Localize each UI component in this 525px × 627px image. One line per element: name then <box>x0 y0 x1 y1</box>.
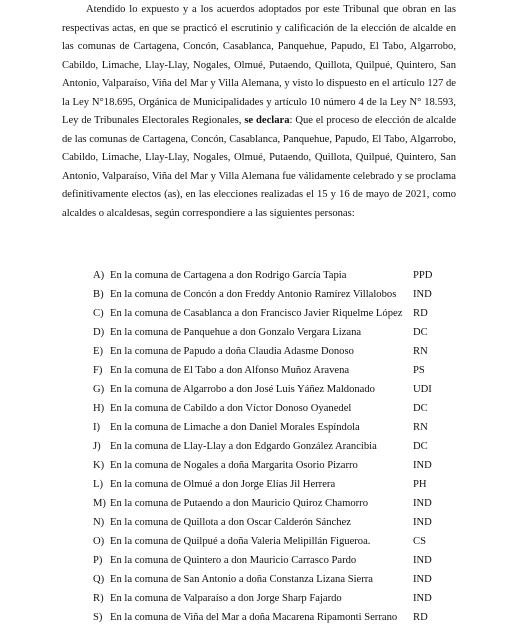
list-item <box>93 399 493 418</box>
list-item <box>93 342 493 361</box>
item-text: En la comuna de Nogales a doña Margarita Osorio Pizarro <box>110 460 358 471</box>
party-code: IND <box>413 289 432 300</box>
party-code: DC <box>413 327 428 338</box>
party-code: RN <box>413 346 428 357</box>
item-letter: K) <box>93 460 105 471</box>
list-item <box>93 456 493 475</box>
list-item <box>93 475 493 494</box>
list-item <box>93 494 493 513</box>
item-letter: C) <box>93 308 104 319</box>
paragraph-text-1: Atendido lo expuesto y a los acuerdos adoptados por este Tribunal que obran en las respectivas actas, en que se practicó el escrutinio y calificación de la elección de alcalde en las comunas de Cartagena, Concón, Casablanca, Panquehue, Papudo, El Tabo, Algarrobo, Cabildo, Limache, Llay-Llay, Nogales, Olmué, Putaendo, Quillota, Quilpué, Quintero, San Antonio, Valparaíso, Viña del Mar y Villa Alemana, y visto lo dispuesto en el artículo 127 de la Ley N°18.695, Orgánica de Municipalidades y artículo 10 número 4 de la Ley N° 18.593, Ley de Tribunales Electorales Regionales, <box>62 4 456 127</box>
item-text: En la comuna de Casablanca a don Francisco Javier Riquelme López <box>110 308 403 319</box>
party-code: DC <box>413 441 428 452</box>
list-item <box>93 437 493 456</box>
list-item <box>93 285 493 304</box>
item-letter: B) <box>93 289 104 300</box>
item-text: En la comuna de Cartagena a don Rodrigo García Tapia <box>110 270 347 281</box>
party-code: IND <box>413 593 432 604</box>
item-letter: J) <box>93 441 101 452</box>
party-code: IND <box>413 574 432 585</box>
item-text: En la comuna de Quillota a don Oscar Calderón Sánchez <box>110 517 351 528</box>
resolution-paragraph <box>62 1 456 224</box>
party-code: PH <box>413 479 427 490</box>
item-letter: R) <box>93 593 104 604</box>
item-text: En la comuna de Viña del Mar a doña Macarena Ripamonti Serrano <box>110 612 398 623</box>
list-item <box>93 570 493 589</box>
item-letter: I) <box>93 422 101 433</box>
item-text: En la comuna de Quintero a don Mauricio Carrasco Pardo <box>110 555 357 566</box>
item-text: En la comuna de Quilpué a doña Valeria Melipillán Figueroa. <box>110 536 371 547</box>
list-item <box>93 589 493 608</box>
list-item <box>93 304 493 323</box>
item-letter: N) <box>93 517 105 528</box>
item-text: En la comuna de El Tabo a don Alfonso Muñoz Aravena <box>110 365 350 376</box>
item-text: En la comuna de Algarrobo a don José Luis Yáñez Maldonado <box>110 384 375 395</box>
item-letter: L) <box>93 479 103 490</box>
party-code: IND <box>413 555 432 566</box>
item-letter: H) <box>93 403 105 414</box>
item-letter: D) <box>93 327 105 338</box>
item-letter: G) <box>93 384 105 395</box>
party-code: IND <box>413 498 432 509</box>
item-letter: E) <box>93 346 103 357</box>
list-item <box>93 532 493 551</box>
item-text: En la comuna de Cabildo a don Víctor Donoso Oyanedel <box>110 403 352 414</box>
item-text: En la comuna de Concón a don Freddy Antonio Ramírez Villalobos <box>110 289 397 300</box>
party-code: RN <box>413 422 428 433</box>
item-text: En la comuna de Panquehue a don Gonzalo Vergara Lizana <box>110 327 362 338</box>
list-item <box>93 608 493 627</box>
item-letter: S) <box>93 612 103 623</box>
party-code: DC <box>413 403 428 414</box>
item-text: En la comuna de Llay-Llay a don Edgardo González Arancibia <box>110 441 377 452</box>
party-code: IND <box>413 517 432 528</box>
list-item <box>93 380 493 399</box>
paragraph-bold-text: se declara <box>244 115 290 127</box>
party-code: IND <box>413 460 432 471</box>
party-code: PPD <box>413 270 433 281</box>
item-text: En la comuna de San Antonio a doña Constanza Lizana Sierra <box>110 574 373 585</box>
elected-mayors-list <box>93 266 493 627</box>
item-letter: O) <box>93 536 105 547</box>
item-text: En la comuna de Olmué a don Jorge Elías Jil Herrera <box>110 479 336 490</box>
party-code: RD <box>413 612 428 623</box>
item-text: En la comuna de Papudo a doña Claudia Adasme Donoso <box>110 346 354 357</box>
item-text: En la comuna de Limache a don Daniel Morales Espíndola <box>110 422 360 433</box>
list-item <box>93 418 493 437</box>
item-text: En la comuna de Putaendo a don Mauricio Quiroz Chamorro <box>110 498 369 509</box>
party-code: UDI <box>413 384 432 395</box>
paragraph-text-2: : Que el proceso de elección de alcalde de las comunas de Cartagena, Concón, Casablanca, Panquehue, Papudo, El Tabo, Algarrobo, Cabildo, Limache, Llay-Llay, Nogales, Olmué, Putaendo, Quillota, Quilpué, Quintero, San Antonio, Valparaíso, Viña del Mar y Villa Alemana fue válidamente celebrado y se proclama definitivamente electos (as), en las elecciones realizadas el 15 y 16 de mayo de 2021, como alcaldes o alcaldesas, según correspondiere a las siguientes personas: <box>62 115 457 220</box>
item-text: En la comuna de Valparaíso a don Jorge Sharp Fajardo <box>110 593 342 604</box>
item-letter: M) <box>93 498 106 509</box>
list-item <box>93 513 493 532</box>
item-letter: A) <box>93 270 105 281</box>
list-item <box>93 323 493 342</box>
party-code: RD <box>413 308 428 319</box>
party-code: PS <box>413 365 425 376</box>
list-item <box>93 551 493 570</box>
list-item <box>93 266 493 285</box>
item-letter: Q) <box>93 574 105 585</box>
party-code: CS <box>413 536 426 547</box>
item-letter: F) <box>93 365 103 376</box>
item-letter: P) <box>93 555 103 566</box>
list-item <box>93 361 493 380</box>
